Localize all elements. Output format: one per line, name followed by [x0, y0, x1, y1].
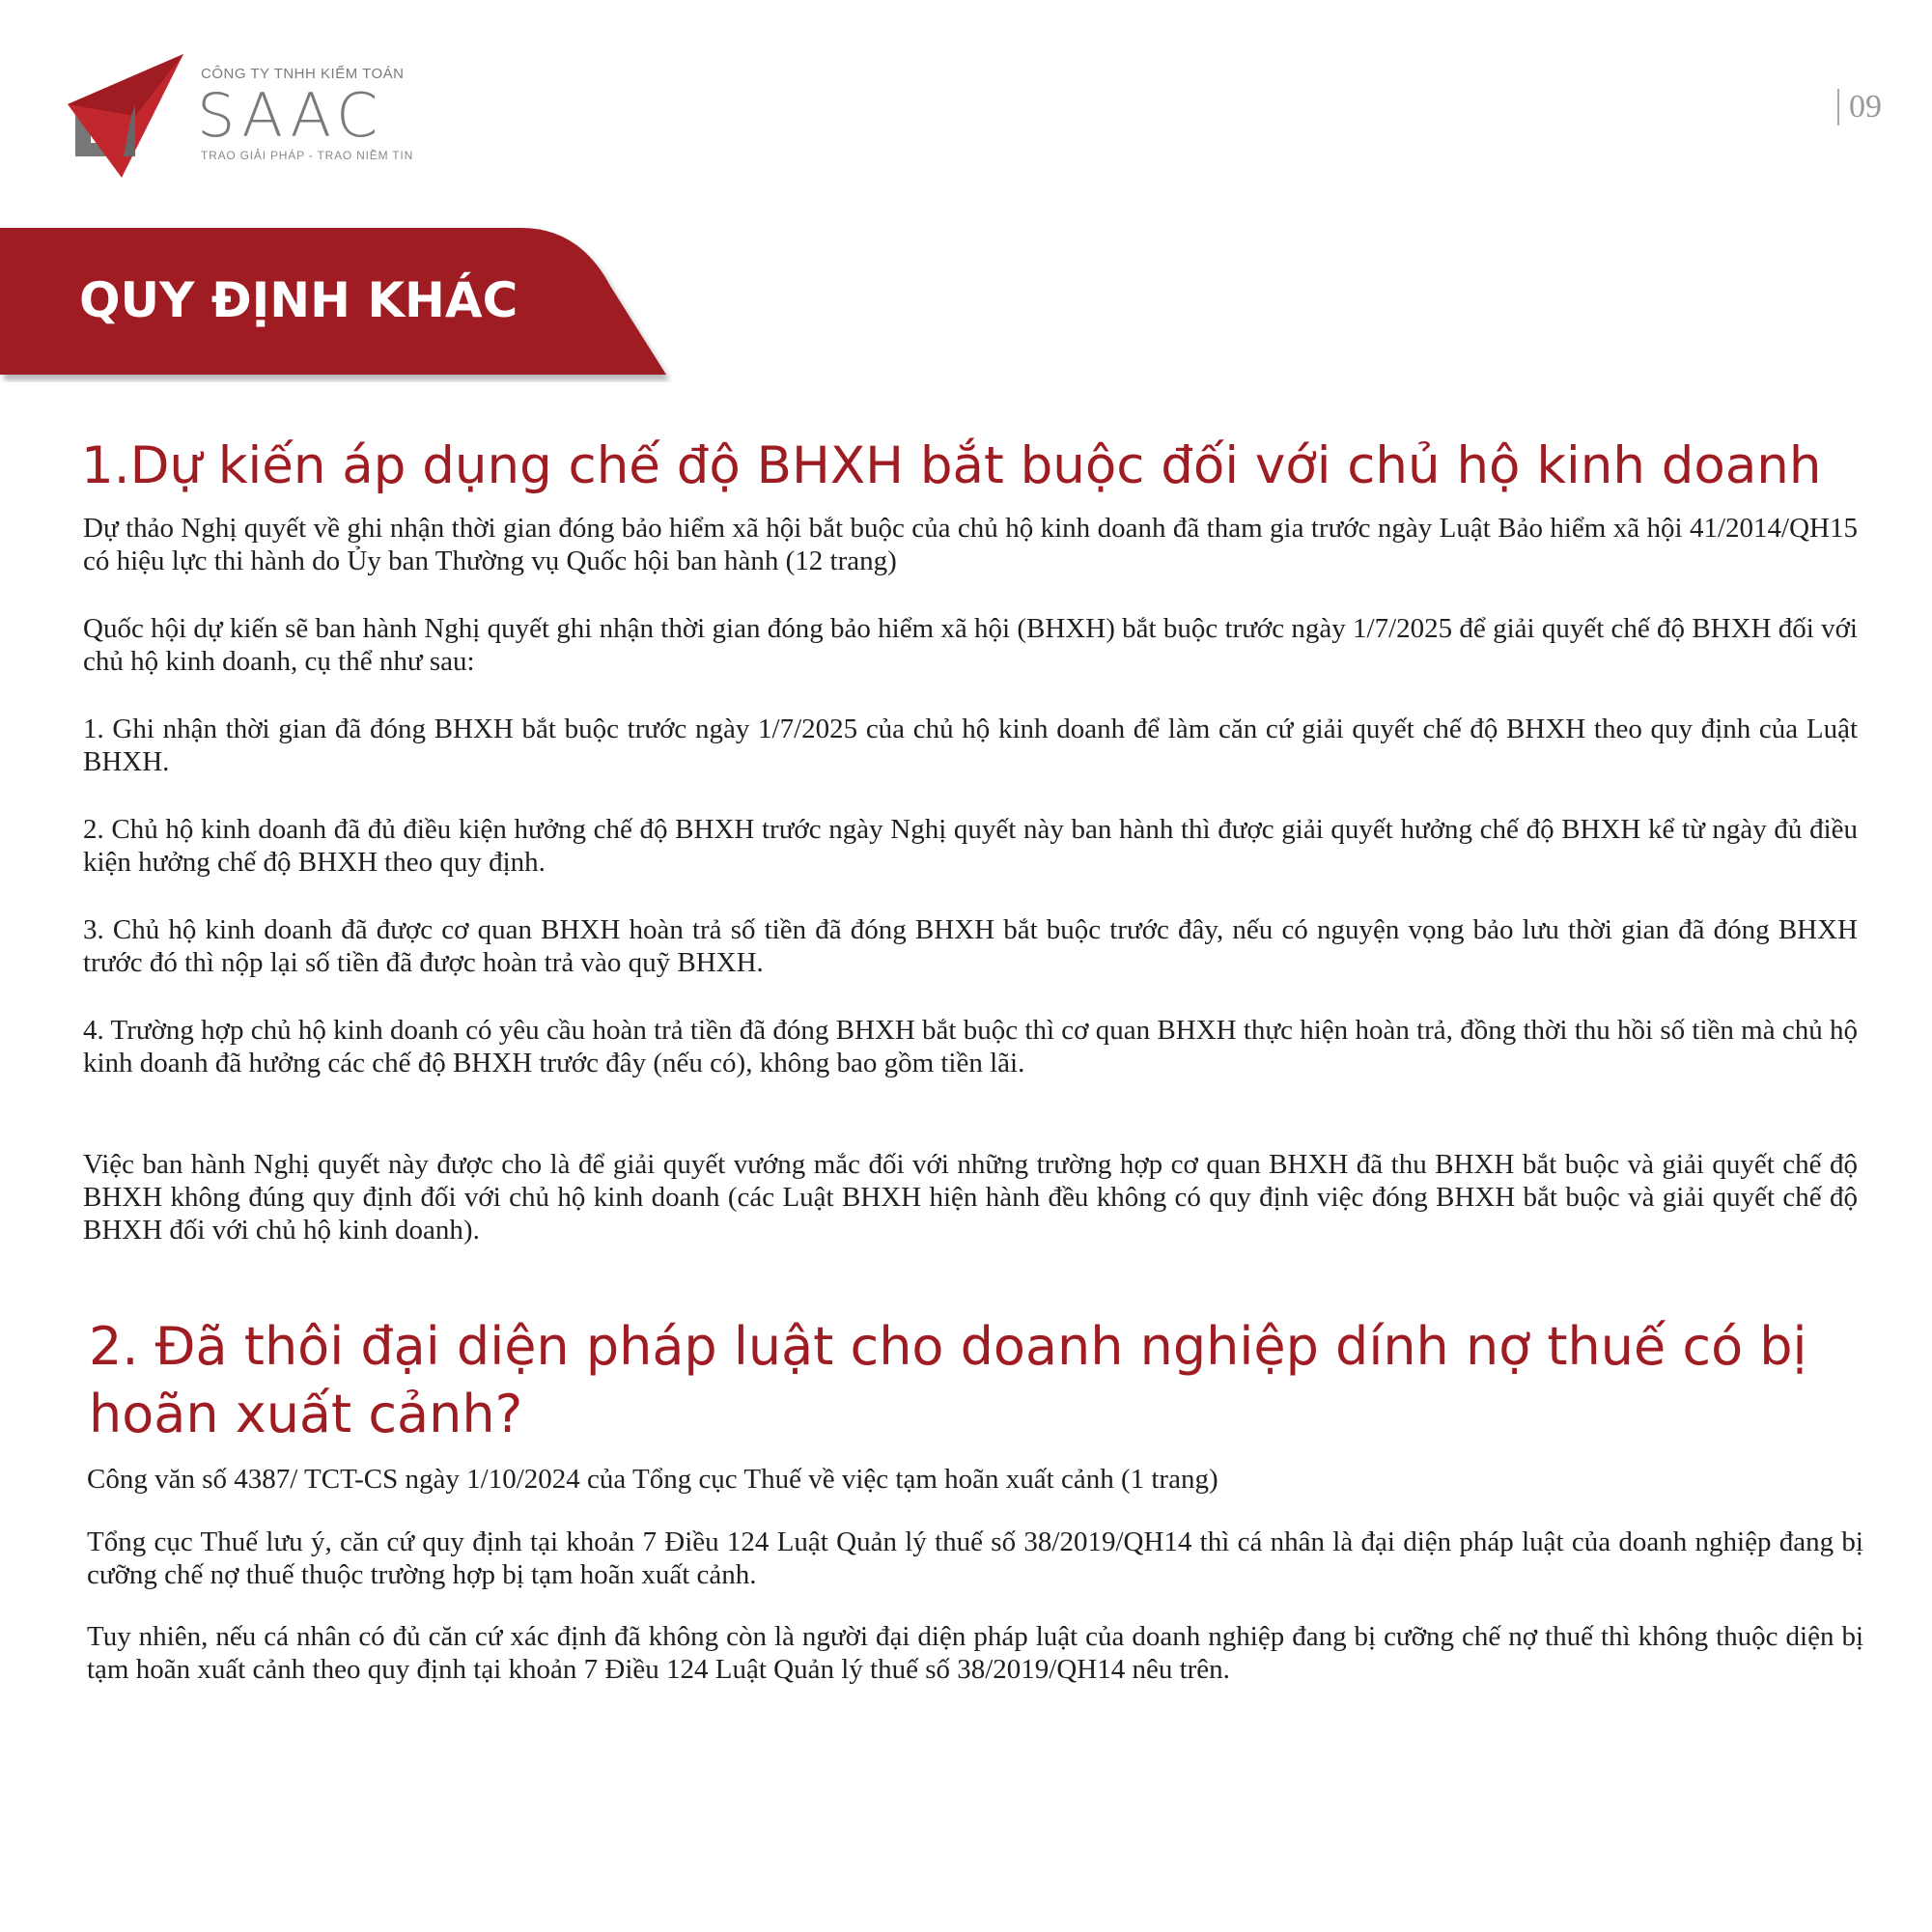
company-logo	[68, 54, 414, 180]
section-1-list-item: 4. Trường hợp chủ hộ kinh doanh có yêu cầu hoàn trả tiền đã đóng BHXH bắt buộc thì cơ quan BHXH thực hiện hoàn trả, đồng thời thu hồi số tiền mà chủ hộ kinh doanh đã hưởng các chế độ BHXH trước đây (nếu có), không bao gồm tiền lãi.	[83, 1015, 1858, 1078]
section-2-paragraph: Công văn số 4387/ TCT-CS ngày 1/10/2024 của Tổng cục Thuế về việc tạm hoãn xuất cảnh (1 trang)	[87, 1464, 1218, 1495]
logo-slogan: TRAO GIẢI PHÁP - TRAO NIỀM TIN	[201, 149, 414, 162]
section-1-paragraph: Dự thảo Nghị quyết về ghi nhận thời gian đóng bảo hiểm xã hội bắt buộc của chủ hộ kinh doanh đã tham gia trước ngày Luật Bảo hiểm xã hội 41/2014/QH15 có hiệu lực thi hành do Ủy ban Thường vụ Quốc hội ban hành (12 trang)	[83, 513, 1858, 576]
logo-company-line: CÔNG TY TNHH KIỂM TOÁN	[201, 66, 405, 82]
logo-name: SAAC	[197, 80, 384, 151]
section-1-paragraph: Quốc hội dự kiến sẽ ban hành Nghị quyết ghi nhận thời gian đóng bảo hiểm xã hội (BHXH) bắt buộc trước ngày 1/7/2025 để giải quyết chế độ BHXH đối với chủ hộ kinh doanh, cụ thể như sau:	[83, 613, 1858, 677]
section-1-paragraph: Việc ban hành Nghị quyết này được cho là để giải quyết vướng mắc đối với những trường hợp cơ quan BHXH đã thu BHXH bắt buộc và giải quyết chế độ BHXH không đúng quy định đối với chủ hộ kinh doanh (các Luật BHXH hiện hành đều không có quy định việc đóng BHXH bắt buộc và giải quyết chế độ BHXH đối với chủ hộ kinh doanh).	[83, 1149, 1858, 1246]
section-1-list-item: 2. Chủ hộ kinh doanh đã đủ điều kiện hưởng chế độ BHXH trước ngày Nghị quyết này ban hành thì được giải quyết hưởng chế độ BHXH kể từ ngày đủ điều kiện hưởng chế độ BHXH theo quy định.	[83, 814, 1858, 878]
section-2-paragraph: Tuy nhiên, nếu cá nhân có đủ căn cứ xác định đã không còn là người đại diện pháp luật của doanh nghiệp đang bị cưỡng chế nợ thuế thì không thuộc diện bị tạm hoãn xuất cảnh theo quy định tại khoản 7 Điều 124 Luật Quản lý thuế số 38/2019/QH14 nêu trên.	[87, 1621, 1863, 1685]
section-2-heading: 2. Đã thôi đại diện pháp luật cho doanh nghiệp dính nợ thuế có bị hoãn xuất cảnh?	[89, 1316, 1807, 1444]
section-1-heading: 1.Dự kiến áp dụng chế độ BHXH bắt buộc đối với chủ hộ kinh doanh	[81, 436, 1822, 495]
saac-logo-mark-icon	[68, 54, 193, 180]
section-2-paragraph: Tổng cục Thuế lưu ý, căn cứ quy định tại khoản 7 Điều 124 Luật Quản lý thuế số 38/2019/QH14 thì cá nhân là đại diện pháp luật của doanh nghiệp đang bị cưỡng chế nợ thuế thuộc trường hợp bị tạm hoãn xuất cảnh.	[87, 1526, 1863, 1590]
banner-title: QUY ĐỊNH KHÁC	[79, 272, 518, 328]
section-1-list-item: 3. Chủ hộ kinh doanh đã được cơ quan BHXH hoàn trả số tiền đã đóng BHXH bắt buộc trước đây, nếu có nguyện vọng bảo lưu thời gian đã đóng BHXH trước đó thì nộp lại số tiền đã được hoàn trả vào quỹ BHXH.	[83, 914, 1858, 978]
page-number: 09	[1837, 89, 1882, 126]
section-1-list-item: 1. Ghi nhận thời gian đã đóng BHXH bắt buộc trước ngày 1/7/2025 của chủ hộ kinh doanh để làm căn cứ giải quyết chế độ BHXH theo quy định của Luật BHXH.	[83, 714, 1858, 777]
